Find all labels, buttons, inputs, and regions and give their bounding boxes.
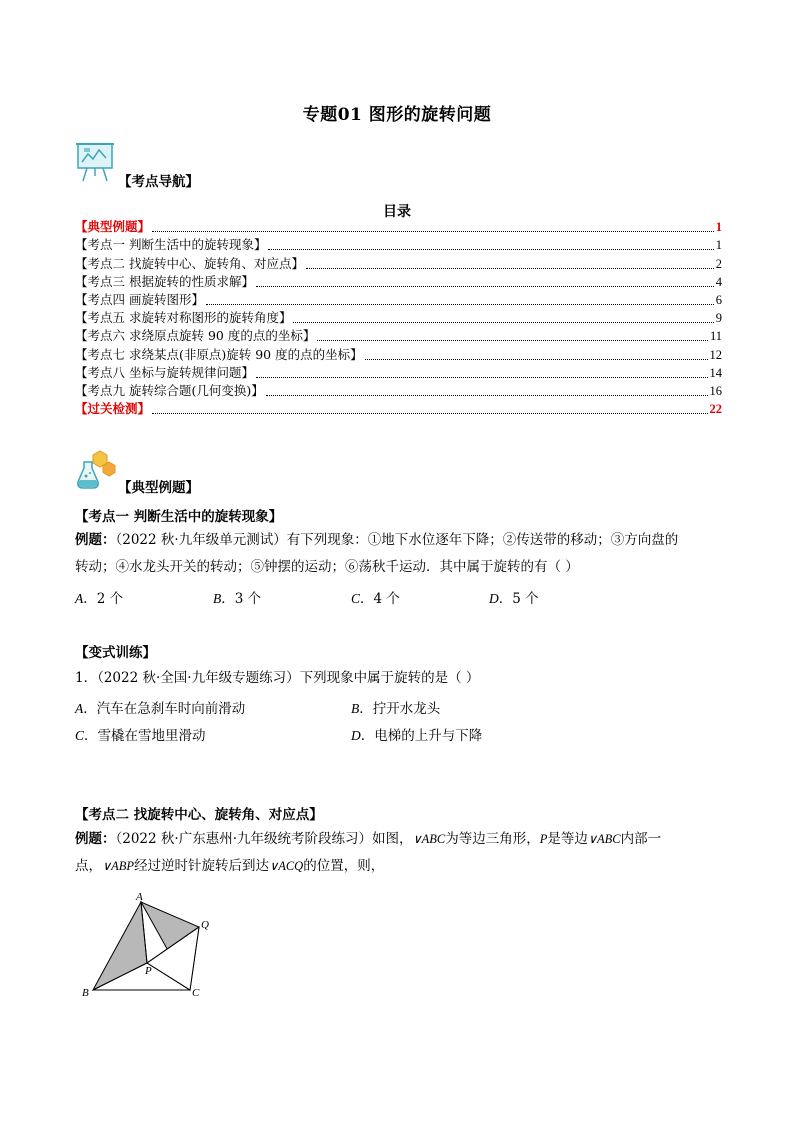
toc-entry[interactable]: 【考点八 坐标与旋转规律问题】 14: [75, 364, 722, 380]
toc-heading: 目录: [383, 204, 411, 220]
toc-entry[interactable]: 【考点四 画旋转图形】 6: [75, 291, 722, 307]
flask-icon: [74, 448, 118, 492]
rotation-figure: [78, 890, 218, 1002]
table-of-contents: [75, 218, 722, 418]
toc-entry[interactable]: 【考点三 根据旋转的性质求解】 4: [75, 273, 722, 289]
variant-option-c[interactable]: C．雪橇在雪地里滑动: [75, 728, 206, 744]
variant-question-1: 1．（2022 秋·全国·九年级专题练习）下列现象中属于旋转的是（ ）: [75, 670, 480, 686]
toc-entry[interactable]: 【考点二 找旋转中心、旋转角、对应点】 2: [75, 255, 722, 271]
page-title: 专题01 图形的旋转问题: [302, 105, 492, 125]
label-a: A: [136, 891, 143, 903]
kp1-heading: 【考点一 判断生活中的旋转现象】: [75, 509, 283, 525]
label-q: Q: [201, 919, 209, 931]
variant-option-b[interactable]: B．拧开水龙头: [351, 701, 441, 717]
toc-entry[interactable]: 【考点六 求绕原点旋转 90 度的点的坐标】 11: [75, 328, 722, 344]
toc-entry[interactable]: 【考点五 求旋转对称图形的旋转角度】 9: [75, 310, 722, 326]
toc-entry[interactable]: 【典型例题】 1: [75, 219, 722, 235]
toc-entry[interactable]: 【考点九 旋转综合题(几何变换)】 16: [75, 382, 722, 398]
variant-heading: 【变式训练】: [75, 645, 156, 661]
kp1-option-a[interactable]: A．2 个: [75, 591, 124, 607]
kp1-example: 例题：（2022 秋·九年级单元测试）有下列现象：①地下水位逐年下降；②传送带的移动；③方向盘的 转动；④水龙头开关的转动；⑤钟摆的运动；⑥荡秋千运动．其中属于旋转的有（ ）: [75, 532, 679, 575]
easel-icon: [74, 140, 118, 184]
label-c: C: [192, 987, 200, 999]
kp1-option-d[interactable]: D．5 个: [489, 591, 539, 607]
nav-label: 【考点导航】: [118, 174, 199, 190]
kp1-option-c[interactable]: C．4 个: [351, 591, 400, 607]
toc-entry[interactable]: 【考点七 求绕某点(非原点)旋转 90 度的点的坐标】 12: [75, 346, 722, 362]
variant-option-a[interactable]: A．汽车在急刹车时向前滑动: [75, 701, 246, 717]
toc-entry[interactable]: 【过关检测】 22: [75, 401, 722, 417]
toc-entry[interactable]: 【考点一 判断生活中的旋转现象】 1: [75, 237, 722, 253]
variant-option-d[interactable]: D．电梯的上升与下降: [351, 728, 483, 744]
label-b: B: [82, 987, 89, 999]
kp2-heading: 【考点二 找旋转中心、旋转角、对应点】: [75, 807, 323, 823]
kp1-option-b[interactable]: B．3 个: [213, 591, 262, 607]
typical-examples-label: 【典型例题】: [118, 480, 199, 496]
kp2-example: 例题：（2022 秋·广东惠州·九年级统考阶段练习）如图，∨ABC为等边三角形，P是等边∨ABC内部一 点，∨ABP经过逆时针旋转后到达∨ACQ的位置，则，: [75, 831, 662, 874]
label-p: P: [145, 965, 152, 977]
